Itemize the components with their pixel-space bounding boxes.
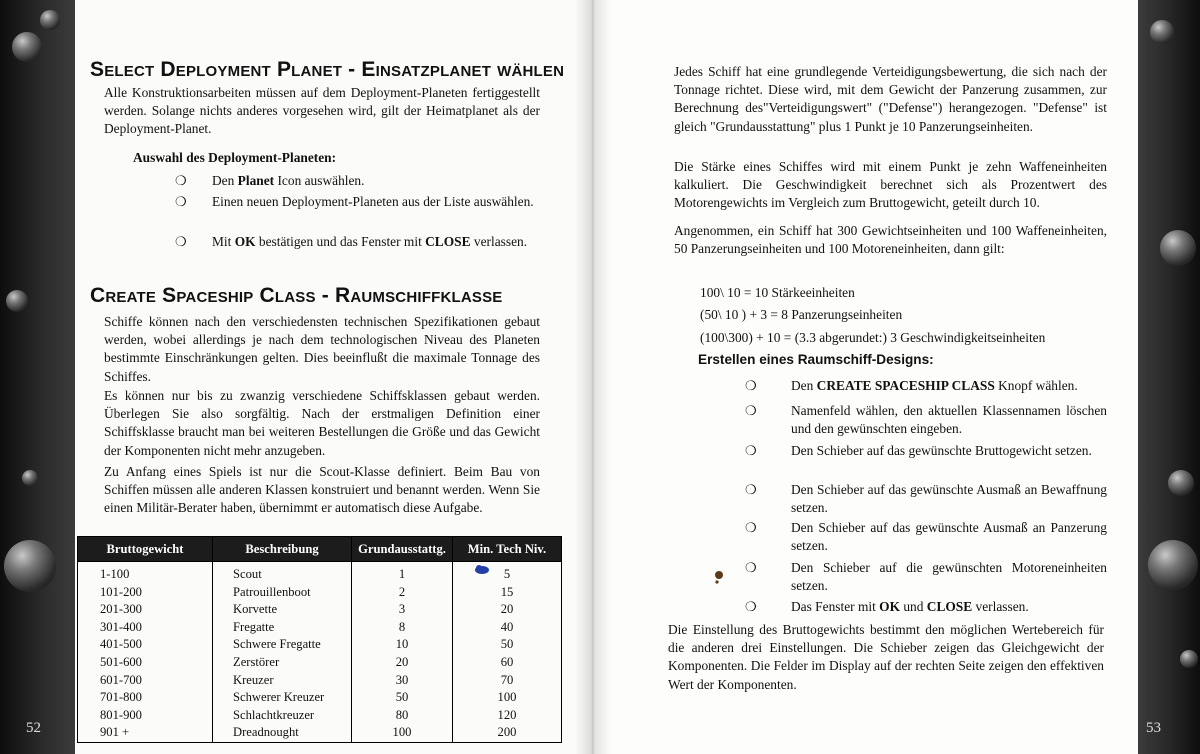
table-cell: 15 [453,584,562,602]
table-row [78,724,562,742]
bullet-text: Den Schieber auf das gewünschte Ausmaß an Bewaffnung setzen. [791,482,1107,516]
bullet-bold: OK [234,234,256,249]
table-row [78,584,562,602]
table-cell: 901 + [78,724,213,742]
table-row [78,619,562,637]
table-cell: 100 [453,689,562,707]
table-cell: 701-800 [78,689,213,707]
table-cell: 50 [352,689,453,707]
table-cell: Schwerer Kreuzer [213,689,352,707]
table-cell: Korvette [213,601,352,619]
deployment-subheading: Auswahl des Deployment-Planeten: [133,150,337,165]
table-cell: 80 [352,707,453,725]
section-heading-deployment: Select Deployment Planet - Einsatzplanet wählen [90,58,565,81]
table-row [78,636,562,654]
bullet-icon: ❍ [745,520,757,535]
spaceship-class-paragraph-2: Es können nur bis zu zwanzig verschiedene Schiffsklassen gebaut werden. Überlegen Sie also sorgfältig. Nach der erstmaligen Definition einer Schiffsklasse braucht man bei weiteren Bestellungen die Größe und das Gewicht der Komponenten nicht mehr anzugeben. [104,388,540,458]
table-cell: 401-500 [78,636,213,654]
bullet-text: verlassen. [470,234,528,249]
planet-decoration-icon [1160,230,1196,266]
table-cell: 8 [352,619,453,637]
table-cell: 5 [453,562,562,584]
design-subheading: Erstellen eines Raumschiff-Designs: [698,352,934,367]
table-cell: Scout [213,562,352,584]
table-cell: 50 [453,636,562,654]
table-cell: Schwere Fregatte [213,636,352,654]
table-cell: Kreuzer [213,672,352,690]
table-cell: 1 [352,562,453,584]
bullet-text: Einen neuen Deployment-Planeten aus der Liste auswählen. [212,194,534,209]
table-cell: 601-700 [78,672,213,690]
table-cell: 1-100 [78,562,213,584]
planet-decoration-icon [22,470,38,486]
planet-decoration-icon [1168,470,1194,496]
bullet-bold: CLOSE [926,599,973,614]
table-row [78,707,562,725]
bullet-text: Den Schieber auf das gewünschte Ausmaß an Panzerung setzen. [791,520,1107,554]
table-cell: 200 [453,724,562,742]
table-header: Min. Tech Niv. [453,537,562,562]
bullet-text: Icon auswählen. [274,173,365,188]
bullet-text: verlassen. [972,599,1029,614]
planet-decoration-icon [40,10,60,30]
table-cell: 30 [352,672,453,690]
table-cell: Dreadnought [213,724,352,742]
table-cell: 801-900 [78,707,213,725]
table-header-row [78,537,562,562]
table-cell: 301-400 [78,619,213,637]
table-row [78,689,562,707]
bullet-text: Knopf wählen. [994,378,1078,393]
bullet-icon: ❍ [745,378,757,393]
table-cell: 10 [352,636,453,654]
bullet-bold: CREATE SPACESHIP CLASS [816,378,995,393]
ink-mark-icon [474,564,490,576]
bullet-icon: ❍ [175,173,187,188]
planet-decoration-icon [1180,650,1198,668]
table-row [78,672,562,690]
table-cell: 40 [453,619,562,637]
planet-decoration-icon [6,290,28,312]
spaceship-class-paragraph-1: Schiffe können nach den verschiedensten technischen Spezifikationen gebaut werden, wobei allerdings je nach dem technologischen Niveau des Planeten bestimmte Einschränkungen gelten. Dies beeinflußt die maximale Tonnage des Schiffes. [104,314,540,384]
bullet-text: und [900,599,927,614]
formula-line: (50\ 10 ) + 3 = 8 Panzerungseinheiten [700,307,903,322]
planet-decoration-icon [12,32,42,62]
table-header: Bruttogewicht [78,537,213,562]
table-header: Beschreibung [213,537,352,562]
table-cell: 60 [453,654,562,672]
page-number-left: 52 [26,720,41,736]
planet-decoration-icon [4,540,56,592]
table-cell: 20 [352,654,453,672]
deployment-paragraph: Alle Konstruktionsarbeiten müssen auf dem Deployment-Planeten fertiggestellt werden. Solange nichts anderes vorgesehen wird, gilt der Heimatplanet als der Deployment-Planet. [104,85,540,137]
table-header: Grundausstattg. [352,537,453,562]
bullet-icon: ❍ [175,194,187,209]
page-number-right: 53 [1146,720,1161,736]
bullet-icon: ❍ [745,482,757,497]
bullet-text: Namenfeld wählen, den aktuellen Klassennamen löschen und den gewünschten eingeben. [791,403,1107,437]
bullet-bold: OK [879,599,900,614]
table-cell: Patrouillenboot [213,584,352,602]
bullet-text: Den [791,378,817,393]
bullet-text: bestätigen und das Fenster mit [255,234,426,249]
strength-paragraph: Die Stärke eines Schiffes wird mit einem Punkt je zehn Waffeneinheiten kalkuliert. Die Geschwindigkeit berechnet sich als Prozentwert des Motorengewichts im Vergleich zum Bruttogewicht, geteilt durch 10. [674,159,1107,211]
bullet-icon: ❍ [745,443,757,458]
table-cell: 3 [352,601,453,619]
bullet-icon: ❍ [745,599,757,614]
table-cell: Fregatte [213,619,352,637]
ink-stain-icon [713,569,725,585]
page-gutter [575,0,611,754]
formula-line: (100\300) + 10 = (3.3 abgerundet:) 3 Geschwindigkeitseinheiten [700,330,1046,345]
table-cell: 100 [352,724,453,742]
example-paragraph: Angenommen, ein Schiff hat 300 Gewichtseinheiten und 100 Waffeneinheiten, 50 Panzerungseinheiten und 100 Motoreneinheiten, dann gilt: [674,223,1107,257]
weight-setting-paragraph: Die Einstellung des Bruttogewichts bestimmt den möglichen Wertebereich für die anderen drei Einstellungen. Die Schieber zeigen das Gleichgewicht der Komponenten. Die Felder im Display auf der rechten Seite zeigen den effektiven Wert der Komponenten. [668,622,1104,692]
table-cell: 70 [453,672,562,690]
bullet-bold: CLOSE [425,234,471,249]
defense-paragraph: Jedes Schiff hat eine grundlegende Verteidigungsbewertung, die sich nach der Tonnage richtet. Diese wird, mit dem Gewicht der Panzerung zusammen, zur Berechnung des"Verteidigungswert" ("Defense") herangezogen. "Defense" ist gleich "Grundausstattung" plus 1 Punkt je 10 Panzerungseinheiten. [674,64,1107,134]
bullet-text: Das Fenster mit [791,599,880,614]
table-cell: 101-200 [78,584,213,602]
bullet-icon: ❍ [175,234,187,249]
table-cell: 20 [453,601,562,619]
bullet-text: Den Schieber auf das gewünschte Bruttogewicht setzen. [791,443,1092,458]
formula-line: 100\ 10 = 10 Stärkeeinheiten [700,285,855,300]
section-heading-spaceship-class: Create Spaceship Class - Raumschiffklasse [90,284,503,307]
bullet-text: Den [212,173,238,188]
spaceship-class-paragraph-3: Zu Anfang eines Spiels ist nur die Scout-Klasse definiert. Beim Bau von Schiffen müssen alle anderen Klassen konstruiert und benannt werden. Wenn Sie einen Militär-Berater haben, übernimmt er automatisch diese Aufgabe. [104,464,540,516]
bullet-bold: Planet [237,173,275,188]
table-cell: Schlachtkreuzer [213,707,352,725]
table-cell: 2 [352,584,453,602]
bullet-icon: ❍ [745,560,757,575]
table-row [78,654,562,672]
bullet-text: Den Schieber auf die gewünschten Motoreneinheiten setzen. [791,560,1107,594]
bullet-icon: ❍ [745,403,757,418]
table-cell: 120 [453,707,562,725]
planet-decoration-icon [1148,540,1198,590]
bullet-text: Mit [212,234,235,249]
table-cell: 201-300 [78,601,213,619]
table-cell: Zerstörer [213,654,352,672]
planet-decoration-icon [1150,20,1174,44]
table-cell: 501-600 [78,654,213,672]
right-page-border [1138,0,1200,754]
left-page-border [0,0,75,754]
table-row [78,601,562,619]
